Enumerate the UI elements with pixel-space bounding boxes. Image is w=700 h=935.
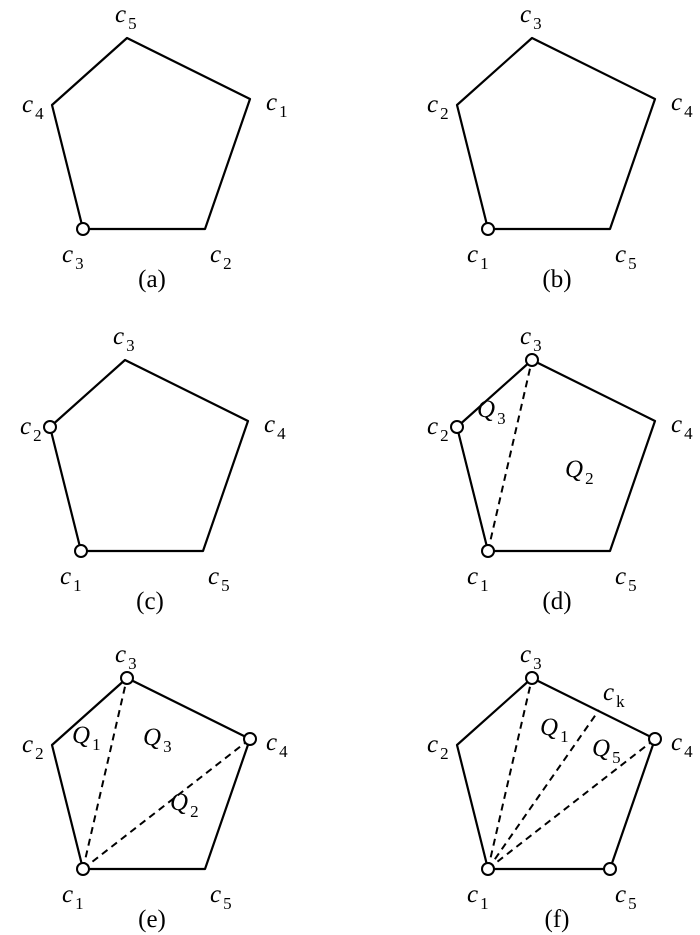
- vertex-label: c $_3$: [520, 323, 542, 355]
- vertex-label: c $_2$: [427, 731, 449, 763]
- region-label: Q $_5$: [592, 735, 621, 767]
- vertex-label: c $_4$: [266, 729, 288, 761]
- region-label: Q $_1$: [540, 714, 569, 746]
- pentagon-outline: [52, 678, 250, 869]
- vertex-marker: [75, 545, 87, 557]
- region-label: Q $_3$: [143, 724, 172, 756]
- diagonal-line: [83, 678, 127, 869]
- vertex-marker: [451, 421, 463, 433]
- panel-e: [22, 641, 288, 933]
- vertex-label: c $_5$: [615, 563, 637, 595]
- vertex-label: c $_1$: [467, 241, 489, 273]
- pentagon-outline: [52, 38, 250, 229]
- region-label: Q $_3$: [477, 396, 506, 428]
- panel-caption: (f): [544, 906, 570, 933]
- vertex-marker: [526, 672, 538, 684]
- vertex-label: c $_2$: [20, 413, 42, 445]
- pentagon-outline: [50, 360, 248, 551]
- vertex-label: c $_3$: [113, 323, 135, 355]
- vertex-marker: [244, 733, 256, 745]
- vertex-label: c $_1$: [62, 881, 84, 913]
- vertex-label: c $_1$: [467, 563, 489, 595]
- vertex-label: c $_5$: [208, 563, 230, 595]
- region-label: Q $_2$: [565, 456, 594, 488]
- panel-d: [427, 323, 693, 615]
- panel-c: [20, 323, 286, 615]
- vertex-label: c $_1$: [60, 563, 82, 595]
- edge-point-label: c $_k$: [603, 679, 625, 711]
- vertex-label: c $_5$: [615, 881, 637, 913]
- vertex-marker: [482, 545, 494, 557]
- vertex-marker: [526, 354, 538, 366]
- vertex-marker: [482, 863, 494, 875]
- panel-caption: (d): [542, 588, 572, 615]
- vertex-marker: [649, 733, 661, 745]
- vertex-label: c $_2$: [210, 241, 232, 273]
- vertex-label: c $_2$: [427, 91, 449, 123]
- vertex-marker: [77, 223, 89, 235]
- vertex-marker: [44, 421, 56, 433]
- pentagon-outline: [457, 360, 655, 551]
- vertex-label: c $_4$: [671, 729, 693, 761]
- diagonal-line: [488, 678, 532, 869]
- panel-caption: (e): [138, 906, 166, 933]
- vertex-label: c $_2$: [427, 413, 449, 445]
- vertex-label: c $_3$: [115, 641, 137, 673]
- vertex-label: c $_4$: [671, 89, 693, 121]
- pentagon-outline: [457, 38, 655, 229]
- vertex-label: c $_1$: [467, 881, 489, 913]
- vertex-label: c $_5$: [115, 1, 137, 33]
- pentagon-outline: [457, 678, 655, 869]
- vertex-label: c $_2$: [22, 731, 44, 763]
- region-label: Q $_2$: [170, 789, 199, 821]
- region-label: Q $_1$: [72, 722, 101, 754]
- vertex-label: c $_4$: [671, 411, 693, 443]
- vertex-label: c $_5$: [615, 241, 637, 273]
- vertex-label: c $_4$: [264, 411, 286, 443]
- vertex-label: c $_3$: [520, 1, 542, 33]
- vertex-marker: [121, 672, 133, 684]
- vertex-label: c $_4$: [22, 91, 44, 123]
- panel-b: [427, 1, 693, 293]
- vertex-label: c $_3$: [62, 241, 84, 273]
- vertex-marker: [77, 863, 89, 875]
- panel-caption: (c): [136, 588, 164, 615]
- vertex-label: c $_5$: [210, 881, 232, 913]
- panel-a: [22, 1, 288, 293]
- panel-caption: (b): [542, 266, 572, 293]
- diagonal-line: [488, 360, 532, 551]
- vertex-label: c $_3$: [520, 641, 542, 673]
- panel-f: [427, 641, 693, 933]
- vertex-marker: [604, 863, 616, 875]
- vertex-label: c $_1$: [266, 89, 288, 121]
- panel-caption: (a): [138, 266, 166, 293]
- vertex-marker: [482, 223, 494, 235]
